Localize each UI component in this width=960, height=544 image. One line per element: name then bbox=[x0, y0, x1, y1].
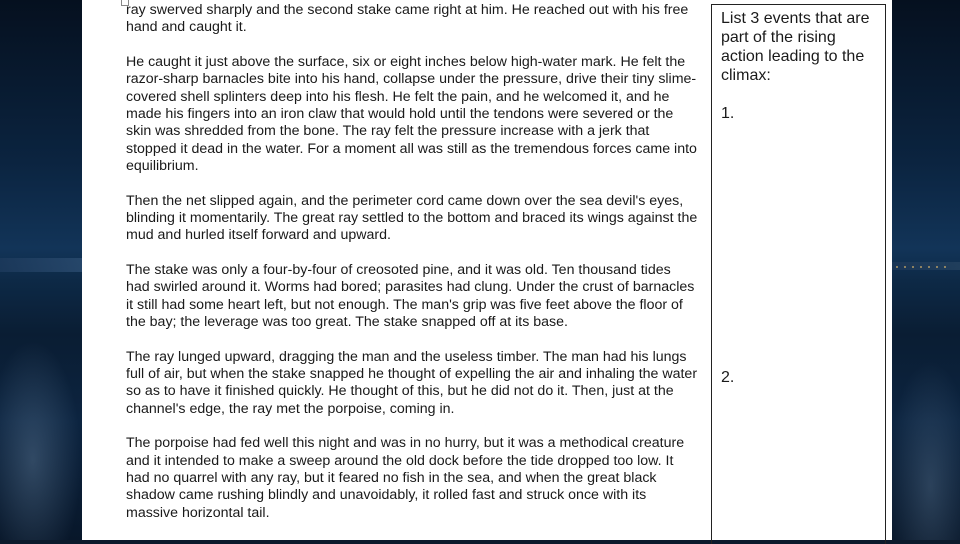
question-box[interactable] bbox=[711, 4, 886, 544]
shoreline-lights bbox=[888, 266, 948, 268]
story-paragraph: The ray lunged upward, dragging the man and the useless timber. The man had his lungs full of air, but when the stake snapped he thought of expelling the air and inhaling the water so as to have it finished quickly. He thought of this, but he did not do it. Then, just at the channel's edge, the ray met the porpoise, coming in. bbox=[126, 348, 698, 417]
answer-item-1: 1. bbox=[721, 105, 735, 122]
answer-item-2: 2. bbox=[721, 369, 735, 386]
story-text-box[interactable] bbox=[126, 2, 698, 539]
pier-silhouette bbox=[0, 258, 82, 272]
story-paragraph: The porpoise had fed well this night and was in no hurry, but it was a methodical creature and it intended to make a sweep around the old dock before the tide dropped too low. It had no quarrel with any ray, but it feared no fish in the sea, and when the great black shadow came rushing blindly and unavoidably, it rolled fast and struck once with its massive horizontal tail. bbox=[126, 435, 685, 521]
story-paragraph: He caught it just above the surface, six or eight inches below high-water mark. He felt the razor-sharp barnacles bite into his hand, collapse under the pressure, drive their tiny slime-covered shell splinters deep into his flesh. He felt the pain, and he welcomed it, and he made his fingers into an iron claw that would hold until the tendons were severed or the skin was shredded from the bone. The ray felt the pressure increase with a jerk that stopped it dead in the water. For a moment all was still as the tremendous forces came into equilibrium. bbox=[126, 53, 697, 175]
story-paragraph: The stake was only a four-by-four of creosoted pine, and it was old. Ten thousand tides had swirled around it. Worms had bored; parasites had clung. Under the crust of barnacles it still had some heart left, but not enough. The man's grip was five feet above the floor of the bay; the leverage was too great. The stake snapped off at its base. bbox=[126, 261, 695, 331]
story-paragraph: Then the net slipped again, and the perimeter cord came down over the sea devil's eyes, blinding it momentarily. The great ray settled to the bottom and braced its wings against the mud and hurled itself forward and upward. bbox=[126, 192, 698, 244]
story-paragraph: ray swerved sharply and the second stake came right at him. He reached out with his free hand and caught it. bbox=[126, 2, 689, 36]
question-prompt: List 3 events that are part of the rising action leading to the climax: bbox=[721, 10, 870, 84]
water-reflection-right bbox=[886, 360, 960, 540]
water-reflection-left bbox=[0, 340, 82, 540]
